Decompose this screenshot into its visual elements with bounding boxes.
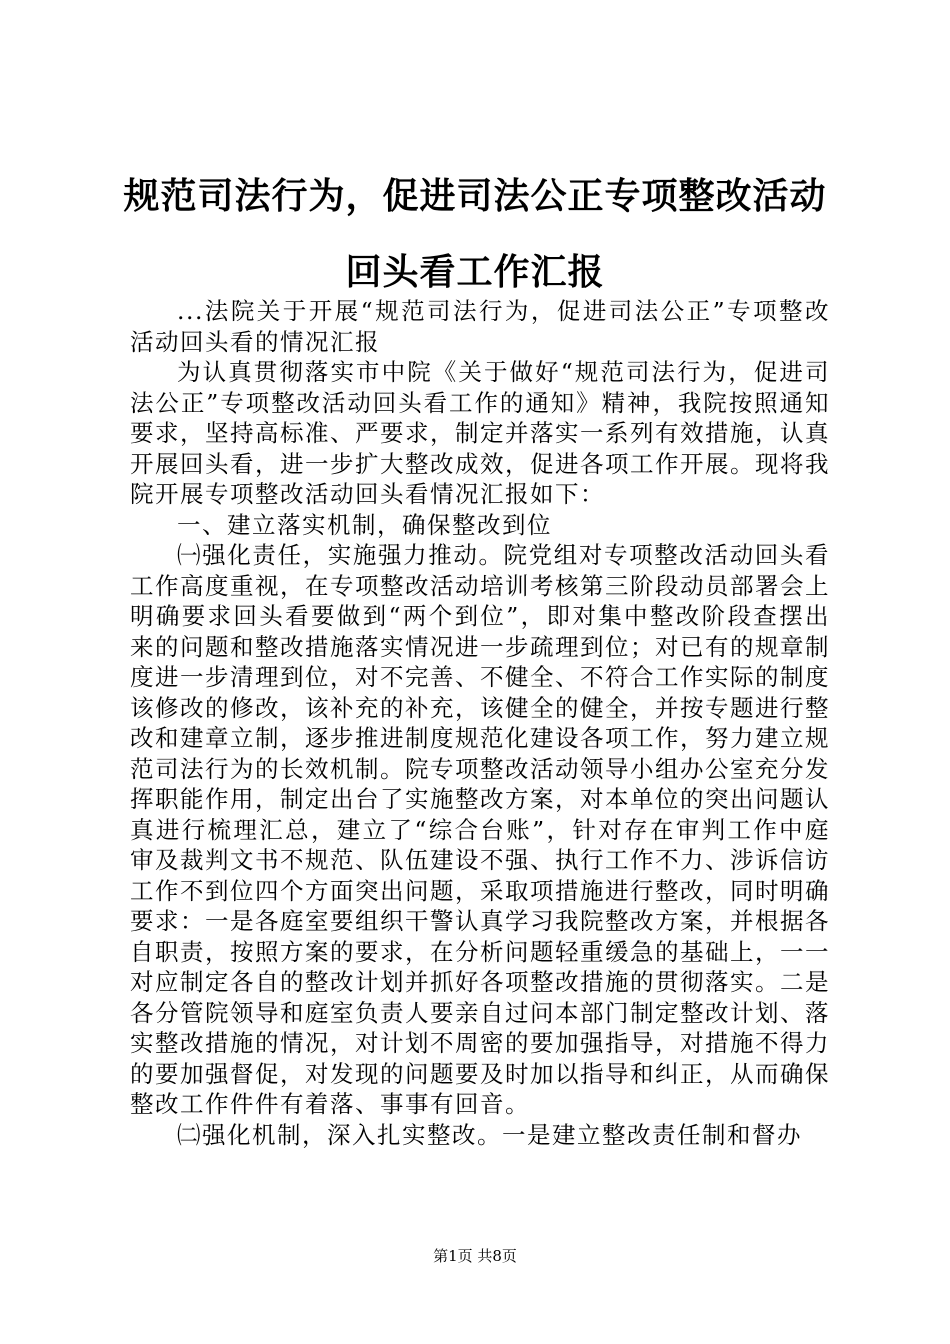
page-number-footer: 第1页 共8页	[433, 1247, 517, 1265]
document-title: 规范司法行为，促进司法公正专项整改活动回头看工作汇报	[123, 175, 827, 293]
paragraph-purpose: 为认真贯彻落实市中院《关于做好“规范司法行为，促进司法公正”专项整改活动回头看工作的通知》精神，我院按照通知要求，坚持高标准、严要求，制定并落实一系列有效措施，认真开展回头看，进一步扩大整改成效，促进各项工作开展。现将我院开展专项整改活动回头看情况汇报如下：	[130, 358, 830, 508]
section-heading-1: 一、建立落实机制，确保整改到位	[177, 510, 552, 539]
paragraph-mechanism: ㈡强化机制，深入扎实整改。一是建立整改责任制和督办	[177, 1120, 802, 1149]
paragraph-intro: ...法院关于开展“规范司法行为，促进司法公正”专项整改活动回头看的情况汇报	[130, 297, 830, 356]
paragraph-responsibility: ㈠强化责任，实施强力推动。院党组对专项整改活动回头看工作高度重视，在专项整改活动培训考核第三阶段动员部署会上明确要求回头看要做到“两个到位”，即对集中整改阶段查摆出来的问题和整改措施落实情况进一步疏理到位；对已有的规章制度进一步清理到位，对不完善、不健全、不符合工作实际的制度该修改的修改，该补充的补充，该健全的健全，并按专题进行整改和建章立制，逐步推进制度规范化建设各项工作，努力建立规范司法行为的长效机制。院专项整改活动领导小组办公室充分发挥职能作用，制定出台了实施整改方案，对本单位的突出问题认真进行梳理汇总，建立了“综合台账”，针对存在审判工作中庭审及裁判文书不规范、队伍建设不强、执行工作不力、涉诉信访工作不到位四个方面突出问题，采取项措施进行整改，同时明确要求：一是各庭室要组织干警认真学习我院整改方案，并根据各自职责，按照方案的要求，在分析问题轻重缓急的基础上，一一对应制定各自的整改计划并抓好各项整改措施的贯彻落实。二是各分管院领导和庭室负责人要亲自过问本部门制定整改计划、落实整改措施的情况，对计划不周密的要加强指导，对措施不得力的要加强督促，对发现的问题要及时加以指导和纠正，从而确保整改工作件件有着落、事事有回音。	[130, 541, 830, 1118]
document-body	[130, 296, 830, 1150]
